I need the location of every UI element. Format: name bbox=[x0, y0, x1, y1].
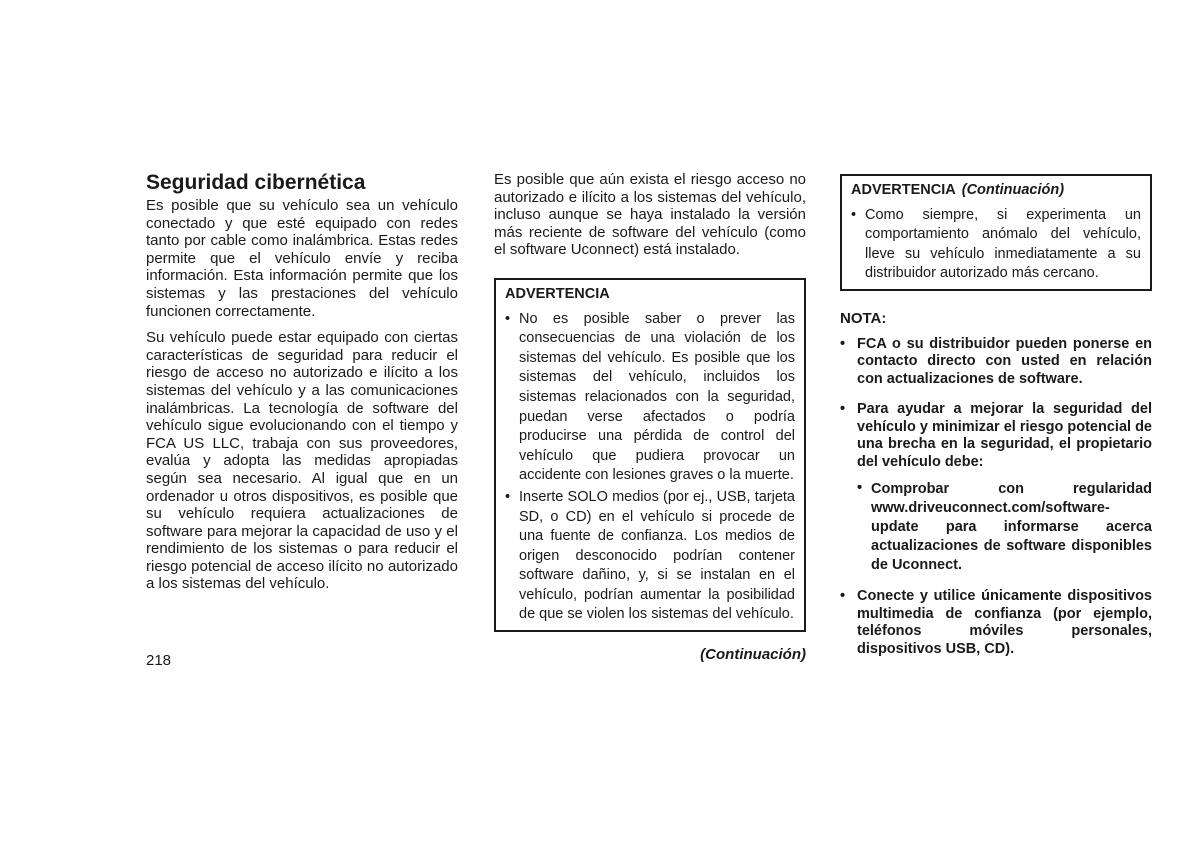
intro-paragraph: Es posible que su vehículo sea un vehículo conectado y que esté equipado con redes tanto por cable como inalámbrica. Estas redes permite que el vehículo envíe y reciba información. Esta información permite que los sistemas y las prestaciones del vehículo funcionen correctamente. bbox=[146, 197, 458, 320]
risk-paragraph: Es posible que aún exista el riesgo acceso no autorizado e ilícito a los sistemas del vehículo, incluso aunque se haya instalado la versión más reciente de software del vehículo (como el software Uconnect) está instalado. bbox=[494, 171, 806, 259]
bullet-icon: • bbox=[505, 488, 511, 505]
warning-bullet bbox=[851, 206, 1141, 284]
sub-note-text: Comprobar con regularidad www.driveuconnect.com/software-update para informarse acerca actualizaciones de software disponibles de Uconnect. bbox=[871, 481, 1152, 574]
bullet-icon: • bbox=[857, 480, 863, 497]
warning-bullet-text: No es posible saber o prever las consecuencias de una violación de los sistemas del vehículo. Es posible que los sistemas del vehículo, incluidos los sistemas relacionados con la seguridad, puedan verse afectados o podría producirse una pérdida de control del vehículo que pudiera provocar un accidente con lesiones graves o la muerte. bbox=[519, 310, 795, 484]
warning-title: ADVERTENCIA bbox=[505, 285, 610, 302]
right-column bbox=[840, 174, 1152, 658]
note-label: NOTA: bbox=[840, 309, 887, 327]
sub-note-item bbox=[857, 480, 1152, 575]
middle-column bbox=[494, 171, 806, 664]
note-text: Para ayudar a mejorar la seguridad del vehículo y minimizar el riesgo potencial de una brecha en la seguridad, el propietario del vehículo debe: bbox=[857, 401, 1152, 470]
note-text: FCA o su distribuidor pueden ponerse en contacto directo con usted en relación con actualizaciones de software. bbox=[857, 335, 1152, 387]
bullet-icon: • bbox=[840, 401, 846, 418]
warning-bullet-text: Como siempre, si experimenta un comportamiento anómalo del vehículo, lleve su vehículo inmediatamente a su distribuidor autorizado más cercano. bbox=[865, 206, 1141, 282]
note-text-group bbox=[857, 401, 1152, 575]
continued-label: (Continuación) bbox=[700, 646, 806, 664]
bullet-icon: • bbox=[851, 206, 857, 223]
note-item bbox=[840, 588, 1152, 658]
bullet-icon: • bbox=[840, 588, 846, 605]
warning-continued-label: (Continuación) bbox=[961, 182, 1065, 198]
warning-bullet bbox=[505, 488, 795, 625]
warning-title bbox=[851, 182, 1141, 200]
warning-bullet bbox=[505, 310, 795, 486]
warning-box bbox=[494, 278, 806, 632]
security-paragraph: Su vehículo puede estar equipado con ciertas características de seguridad para reducir el riesgo de acceso no autorizado e ilícito a los sistemas del vehículo y a las comunicaciones inalámbricas. La tecnología de software del vehículo sigue evolucionando con el tiempo y FCA US LLC, trabaja con sus proveedores, evalúa y adopta las medidas apropiadas según sea necesario. Al igual que en un ordenador u otros dispositivos, es posible que su vehículo requiera actualizaciones de software para mejorar la capacidad de uso y el rendimiento de los sistemas o para reducir el riesgo potencial de acceso ilícito no autorizado a los sistemas del vehículo. bbox=[146, 329, 458, 593]
note-text: Conecte y utilice únicamente dispositivos multimedia de confianza (por ejemplo, teléfonos móviles personales, dispositivos USB, CD). bbox=[857, 588, 1152, 657]
warning-title-text: ADVERTENCIA bbox=[851, 182, 956, 198]
section-heading: Seguridad cibernética bbox=[146, 171, 366, 194]
bullet-icon: • bbox=[840, 335, 846, 352]
note-item bbox=[840, 336, 1152, 389]
page-number: 218 bbox=[146, 652, 172, 669]
warning-box-continued bbox=[840, 174, 1152, 291]
left-column bbox=[146, 171, 458, 593]
warning-bullet-text: Inserte SOLO medios (por ej., USB, tarjeta SD, o CD) en el vehículo si procede de una fuente de confianza. Los medios de origen desconocido podrían contener software dañino, y, si se instalan en el vehículo, podrían aumentar la posibilidad de que se violen los sistemas del vehículo. bbox=[519, 488, 795, 623]
note-item bbox=[840, 401, 1152, 575]
bullet-icon: • bbox=[505, 310, 511, 327]
